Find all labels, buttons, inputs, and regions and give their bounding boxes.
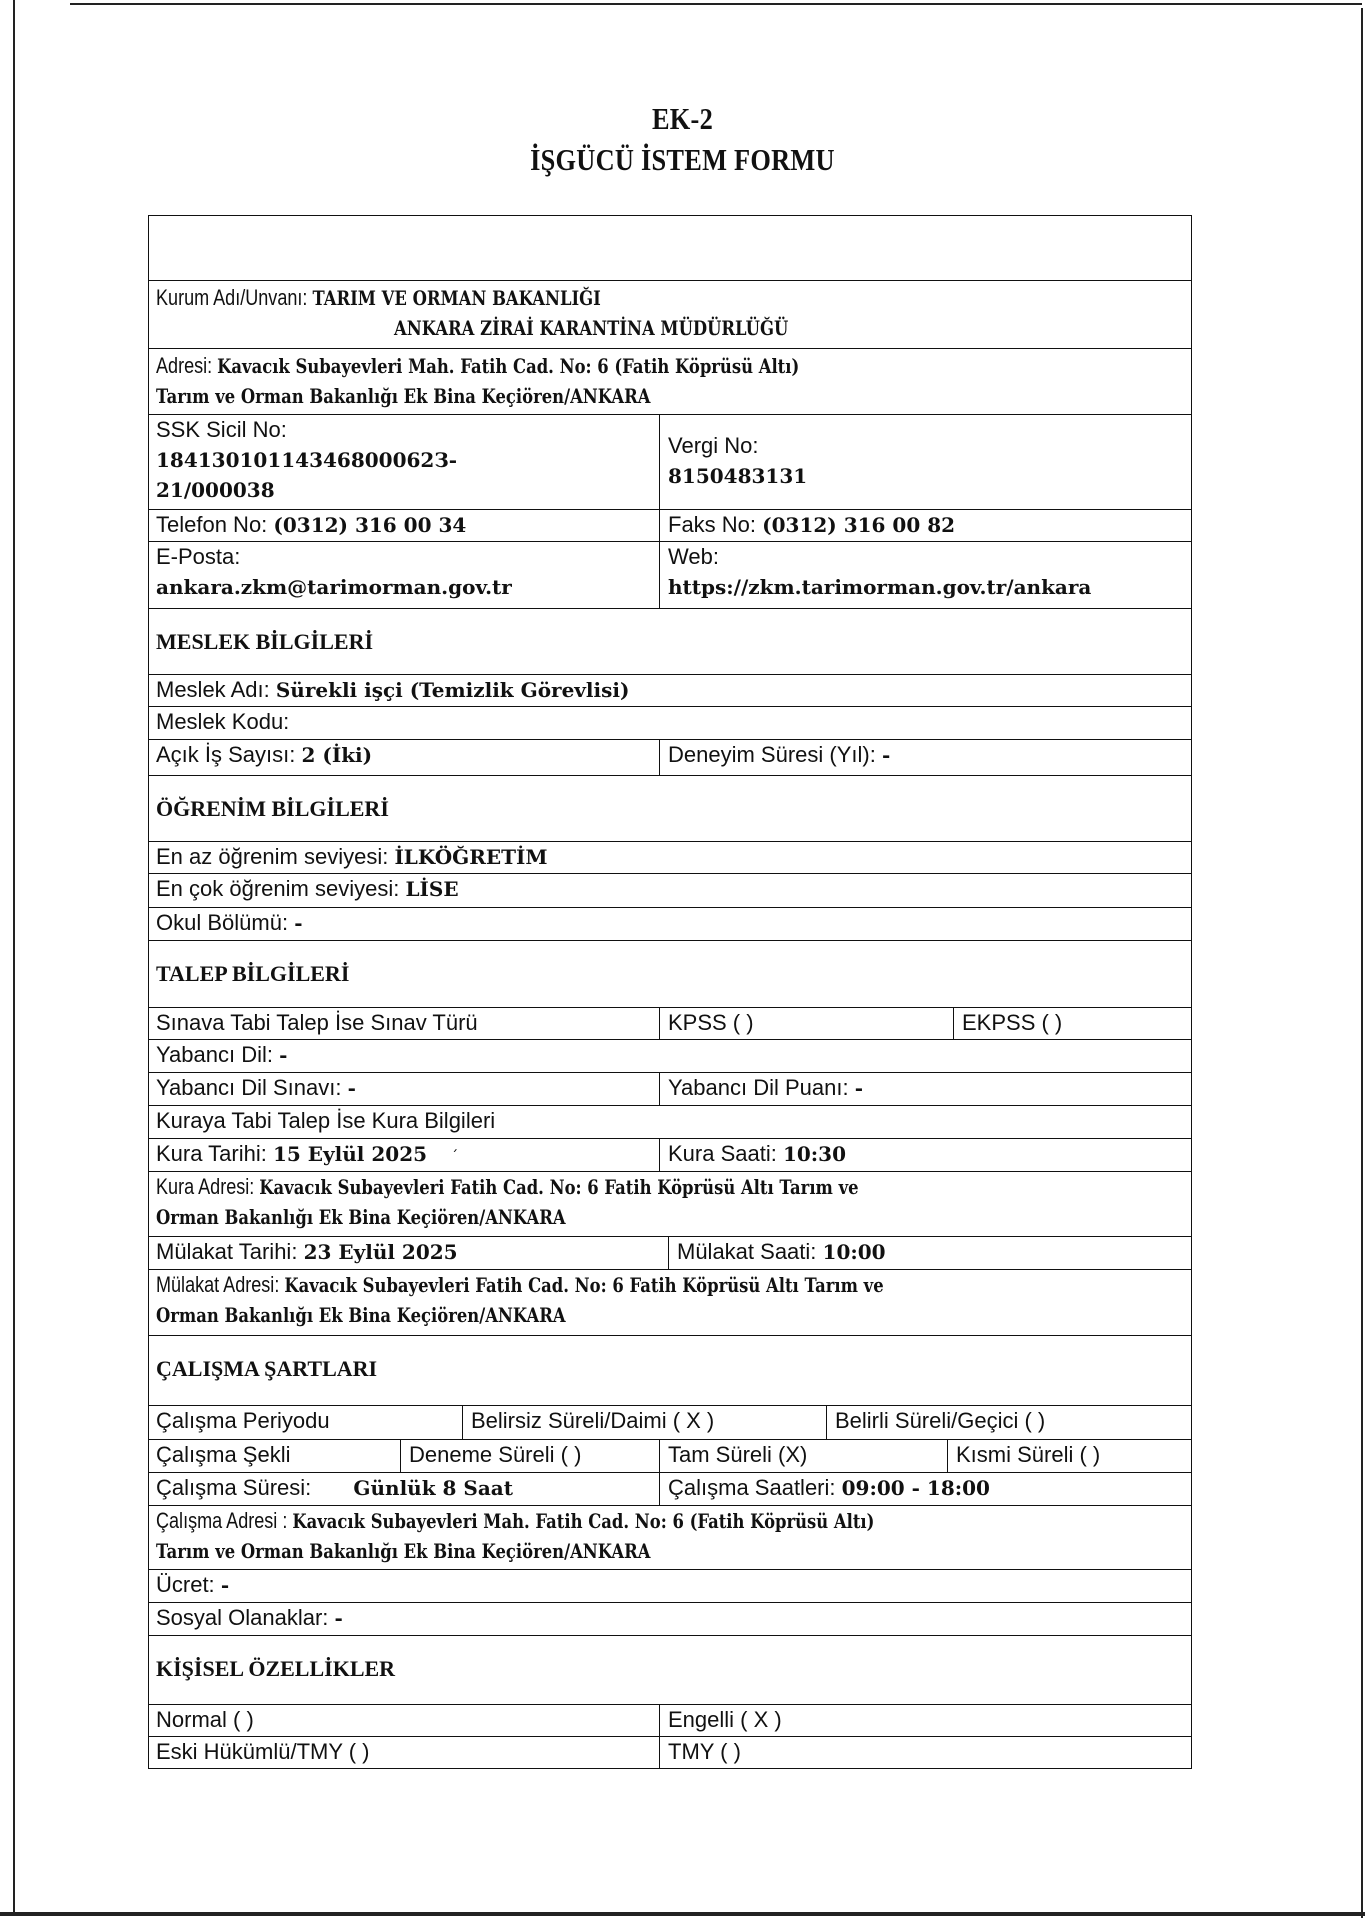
- department-value: -: [294, 911, 303, 935]
- phone-value: (0312) 316 00 34: [273, 513, 467, 537]
- work-duration-label: Çalışma Süresi:: [156, 1475, 312, 1500]
- address-line2: Tarım ve Orman Bakanlığı Ek Bina Keçiören/ANKARA: [156, 384, 651, 408]
- lottery-address-line2: Orman Bakanlığı Ek Bina Keçiören/ANKARA: [156, 1205, 566, 1229]
- foreign-language-row: [148, 1039, 1192, 1072]
- work-address-row: [148, 1505, 1192, 1569]
- lottery-address-line1: Kavacık Subayevleri Fatih Cad. No: 6 Fatih Köprüsü Altı Tarım ve: [259, 1175, 859, 1199]
- foreign-score-value: -: [854, 1076, 864, 1100]
- personal-section-title: KİŞİSEL ÖZELLİKLER: [156, 1656, 396, 1681]
- benefits-value: -: [334, 1606, 343, 1630]
- wage-value: -: [220, 1573, 230, 1597]
- interview-address-line2: Orman Bakanlığı Ek Bina Keçiören/ANKARA: [156, 1303, 566, 1327]
- ssk-line1: 18413010114346800062З-: [156, 448, 458, 472]
- web-label: Web:: [668, 544, 719, 569]
- institution-name-line1: TARIM VE ORMAN BAKANLIĞI: [312, 286, 601, 310]
- lottery-date-value: 15 Eylül 2025: [273, 1142, 428, 1166]
- ex-convict-row: [148, 1736, 1192, 1769]
- web-value[interactable]: https://zkm.tarimorman.gov.tr/ankara: [668, 575, 1092, 599]
- work-period-row: [148, 1405, 1192, 1439]
- interview-time-label: Mülakat Saati:: [677, 1239, 817, 1264]
- institution-address-row: [148, 348, 1192, 414]
- lottery-info-label: Kuraya Tabi Talep İse Kura Bilgileri: [156, 1108, 496, 1133]
- experience-label: Deneyim Süresi (Yıl):: [668, 742, 876, 767]
- foreign-language-label: Yabancı Dil:: [156, 1042, 273, 1067]
- interview-date-label: Mülakat Tarihi:: [156, 1239, 298, 1264]
- work-duration-value: Günlük 8 Saat: [353, 1476, 514, 1500]
- lottery-datetime-row: [148, 1138, 1192, 1171]
- education-max-label: En çok öğrenim seviyesi:: [156, 876, 400, 901]
- period-temporary-option[interactable]: Belirli Süreli/Geçici ( ): [835, 1408, 1046, 1433]
- education-min-label: En az öğrenim seviyesi:: [156, 844, 389, 869]
- ex-convict-option[interactable]: Eski Hükümlü/TMY ( ): [156, 1739, 370, 1764]
- annex-label: EK-2: [651, 101, 714, 136]
- exam-type-row: [148, 1007, 1192, 1039]
- lottery-address-row: [148, 1171, 1192, 1236]
- page-border-bottom: [0, 1912, 1365, 1916]
- openings-value: 2 (İki): [301, 743, 373, 767]
- working-conditions-section-header: [148, 1335, 1192, 1405]
- work-type-label: Çalışma Şekli: [156, 1442, 291, 1467]
- interview-address-line1: Kavacık Subayevleri Fatih Cad. No: 6 Fatih Köprüsü Altı Tarım ve: [284, 1273, 884, 1297]
- benefits-row: [148, 1602, 1192, 1635]
- normal-option[interactable]: Normal ( ): [156, 1707, 254, 1732]
- tmy-option[interactable]: TMY ( ): [668, 1739, 741, 1764]
- education-min-row: [148, 841, 1192, 873]
- occupation-name-label: Meslek Adı:: [156, 677, 270, 702]
- form-title: İŞGÜCÜ İSTEM FORMU: [530, 142, 835, 177]
- interview-address-label: Mülakat Adresi:: [156, 1272, 280, 1297]
- education-section-header: [148, 775, 1192, 841]
- wage-label: Ücret:: [156, 1572, 215, 1597]
- pen-tick-mark: ˊ: [451, 1149, 459, 1165]
- page-border-top: [70, 3, 1362, 5]
- department-row: [148, 907, 1192, 940]
- wage-row: [148, 1569, 1192, 1602]
- ssk-tax-row: [148, 414, 1192, 509]
- type-full-time-option[interactable]: Tam Süreli (X): [668, 1442, 808, 1467]
- working-conditions-section-title: ÇALIŞMA ŞARTLARI: [156, 1356, 378, 1381]
- education-min-value: İLKÖĞRETİM: [394, 845, 548, 869]
- phone-fax-row: [148, 509, 1192, 541]
- institution-name-label: Kurum Adı/Unvanı:: [156, 285, 308, 310]
- occupation-name-row: [148, 674, 1192, 706]
- work-address-label: Çalışma Adresi :: [156, 1508, 288, 1533]
- benefits-label: Sosyal Olanaklar:: [156, 1605, 329, 1630]
- email-web-row: [148, 541, 1192, 608]
- occupation-section-header: [148, 608, 1192, 674]
- type-trial-option[interactable]: Deneme Süreli ( ): [409, 1442, 582, 1467]
- occupation-code-label: Meslek Kodu:: [156, 709, 290, 734]
- personal-status-row: [148, 1704, 1192, 1736]
- email-label: E-Posta:: [156, 544, 241, 569]
- occupation-code-row: [148, 706, 1192, 739]
- work-type-row: [148, 1439, 1192, 1472]
- department-label: Okul Bölümü:: [156, 910, 289, 935]
- lottery-time-value: 10:30: [782, 1142, 847, 1166]
- foreign-exam-label: Yabancı Dil Sınavı:: [156, 1075, 342, 1100]
- foreign-score-label: Yabancı Dil Puanı:: [668, 1075, 849, 1100]
- occupation-section-title: MESLEK BİLGİLERİ: [156, 629, 374, 654]
- lottery-address-label: Kura Adresi:: [156, 1174, 255, 1199]
- address-label: Adresi:: [156, 353, 213, 378]
- education-section-title: ÖĞRENİM BİLGİLERİ: [156, 796, 389, 821]
- work-address-line1: Kavacık Subayevleri Mah. Fatih Cad. No: 6 (Fatih Köprüsü Altı): [292, 1509, 875, 1533]
- disabled-option[interactable]: Engelli ( X ): [668, 1707, 782, 1732]
- page-border-left: [13, 0, 15, 1915]
- interview-time-value: 10:00: [822, 1240, 886, 1264]
- experience-value: -: [881, 743, 891, 767]
- openings-label: Açık İş Sayısı:: [156, 742, 296, 767]
- interview-address-row: [148, 1269, 1192, 1335]
- ssk-line2: 21/000038: [156, 478, 275, 502]
- tax-value: 8150483131: [668, 464, 808, 488]
- ekpss-option[interactable]: EKPSS ( ): [962, 1010, 1063, 1035]
- occupation-name-value: Sürekli işçi (Temizlik Görevlisi): [275, 678, 630, 702]
- request-section-header: [148, 940, 1192, 1007]
- address-line1: Kavacık Subayevleri Mah. Fatih Cad. No: 6 (Fatih Köprüsü Altı): [217, 354, 800, 378]
- foreign-language-value: -: [279, 1043, 288, 1067]
- work-address-line2: Tarım ve Orman Bakanlığı Ek Bina Keçiören/ANKARA: [156, 1539, 651, 1563]
- foreign-exam-row: [148, 1072, 1192, 1105]
- fax-label: Faks No:: [668, 512, 757, 537]
- lottery-info-row: [148, 1105, 1192, 1138]
- openings-experience-row: [148, 739, 1192, 775]
- request-section-title: TALEP BİLGİLERİ: [156, 961, 350, 986]
- kpss-option[interactable]: KPSS ( ): [668, 1010, 754, 1035]
- foreign-exam-value: -: [347, 1076, 356, 1100]
- page-border-right: [1361, 8, 1363, 1918]
- work-hours-label: Çalışma Saatleri:: [668, 1475, 836, 1500]
- type-part-time-option[interactable]: Kısmi Süreli ( ): [956, 1442, 1101, 1467]
- work-hours-value: 09:00 - 18:00: [841, 1476, 990, 1500]
- fax-value: (0312) 316 00 82: [762, 513, 956, 537]
- interview-date-value: 23 Eylül 2025: [303, 1240, 458, 1264]
- exam-type-label: Sınava Tabi Talep İse Sınav Türü: [156, 1010, 478, 1035]
- institution-name-row: [148, 280, 1192, 348]
- tax-label: Vergi No:: [668, 433, 759, 458]
- education-max-row: [148, 873, 1192, 907]
- lottery-time-label: Kura Saati:: [668, 1141, 777, 1166]
- email-value[interactable]: ankara.zkm@tarimorman.gov.tr: [156, 575, 512, 599]
- labor-request-form-table: [148, 215, 1192, 1769]
- institution-name-line2: ANKARA ZİRAİ KARANTİNA MÜDÜRLÜĞÜ: [394, 316, 789, 340]
- personal-section-header: [148, 1635, 1192, 1704]
- blank-header-row: [148, 215, 1192, 280]
- interview-datetime-row: [148, 1236, 1192, 1269]
- work-period-label: Çalışma Periyodu: [156, 1408, 330, 1433]
- work-duration-row: [148, 1472, 1192, 1505]
- lottery-date-label: Kura Tarihi:: [156, 1141, 267, 1166]
- period-permanent-option[interactable]: Belirsiz Süreli/Daimi ( X ): [471, 1408, 715, 1433]
- education-max-value: LİSE: [405, 877, 459, 901]
- phone-label: Telefon No:: [156, 512, 268, 537]
- ssk-label: SSK Sicil No:: [156, 417, 287, 442]
